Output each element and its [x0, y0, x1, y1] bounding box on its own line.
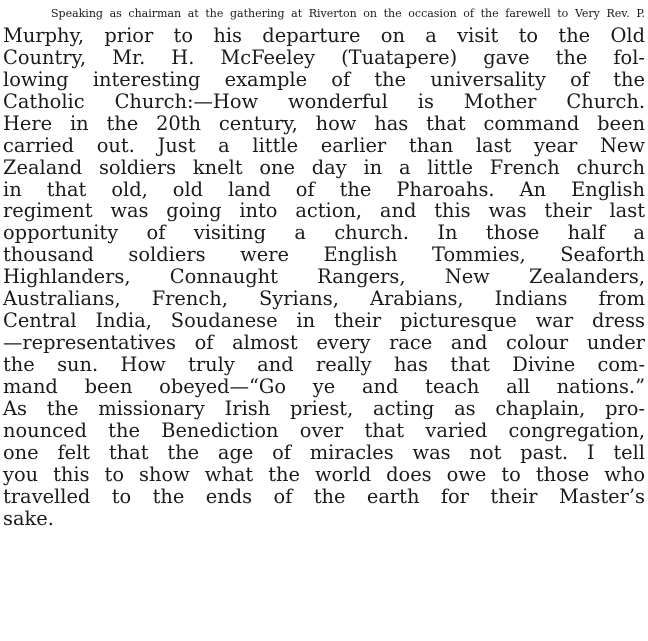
text-line: Central India, Soudanese in their picturesque war dress	[3, 309, 645, 333]
text-line: thousand soldiers were English Tommies, Seaforth	[3, 243, 645, 267]
text-line: Australians, French, Syrians, Arabians, Indians from	[3, 287, 645, 311]
text-line: nounced the Benediction over that varied congregation,	[3, 418, 645, 442]
text-line: sake.	[3, 506, 54, 530]
text-line: travelled to the ends of the earth for their Master’s	[3, 484, 645, 508]
text-line: opportunity of visiting a church. In those half a	[3, 221, 645, 245]
article-column	[3, 3, 645, 530]
text-line: As the missionary Irish priest, acting as chaplain, pro-	[3, 396, 645, 420]
text-line: the sun. How truly and really has that Divine com-	[3, 353, 645, 376]
text-line: lowing interesting example of the universality of the	[3, 67, 645, 91]
article-paragraph	[3, 3, 645, 530]
text-line: Country, Mr. H. McFeeley (Tuatapere) gave the fol-	[3, 45, 645, 69]
text-line: Murphy, prior to his departure on a visit to the Old	[3, 23, 645, 47]
text-line: regiment was going into action, and this was their last	[3, 199, 645, 223]
text-line: carried out. Just a little earlier than last year New	[3, 133, 645, 157]
text-line: one felt that the age of miracles was not past. I tell	[3, 440, 645, 464]
text-line: mand been obeyed—“Go ye and teach all nations.”	[3, 374, 645, 398]
text-line: Speaking as chairman at the gathering at Riverton on the occasion of the farewell to Very Rev. P.	[51, 7, 645, 20]
text-line: you this to show what the world does owe to those who	[3, 462, 645, 486]
text-line: in that old, old land of the Pharoahs. An English	[3, 177, 645, 201]
text-line: Highlanders, Connaught Rangers, New Zealanders,	[3, 265, 645, 289]
text-line: Catholic Church:—How wonderful is Mother Church.	[3, 89, 645, 113]
text-line: Here in the 20th century, how has that command been	[3, 111, 645, 135]
text-line: —representatives of almost every race and colour under	[3, 331, 645, 355]
text-line: Zealand soldiers knelt one day in a little French church	[3, 155, 645, 179]
